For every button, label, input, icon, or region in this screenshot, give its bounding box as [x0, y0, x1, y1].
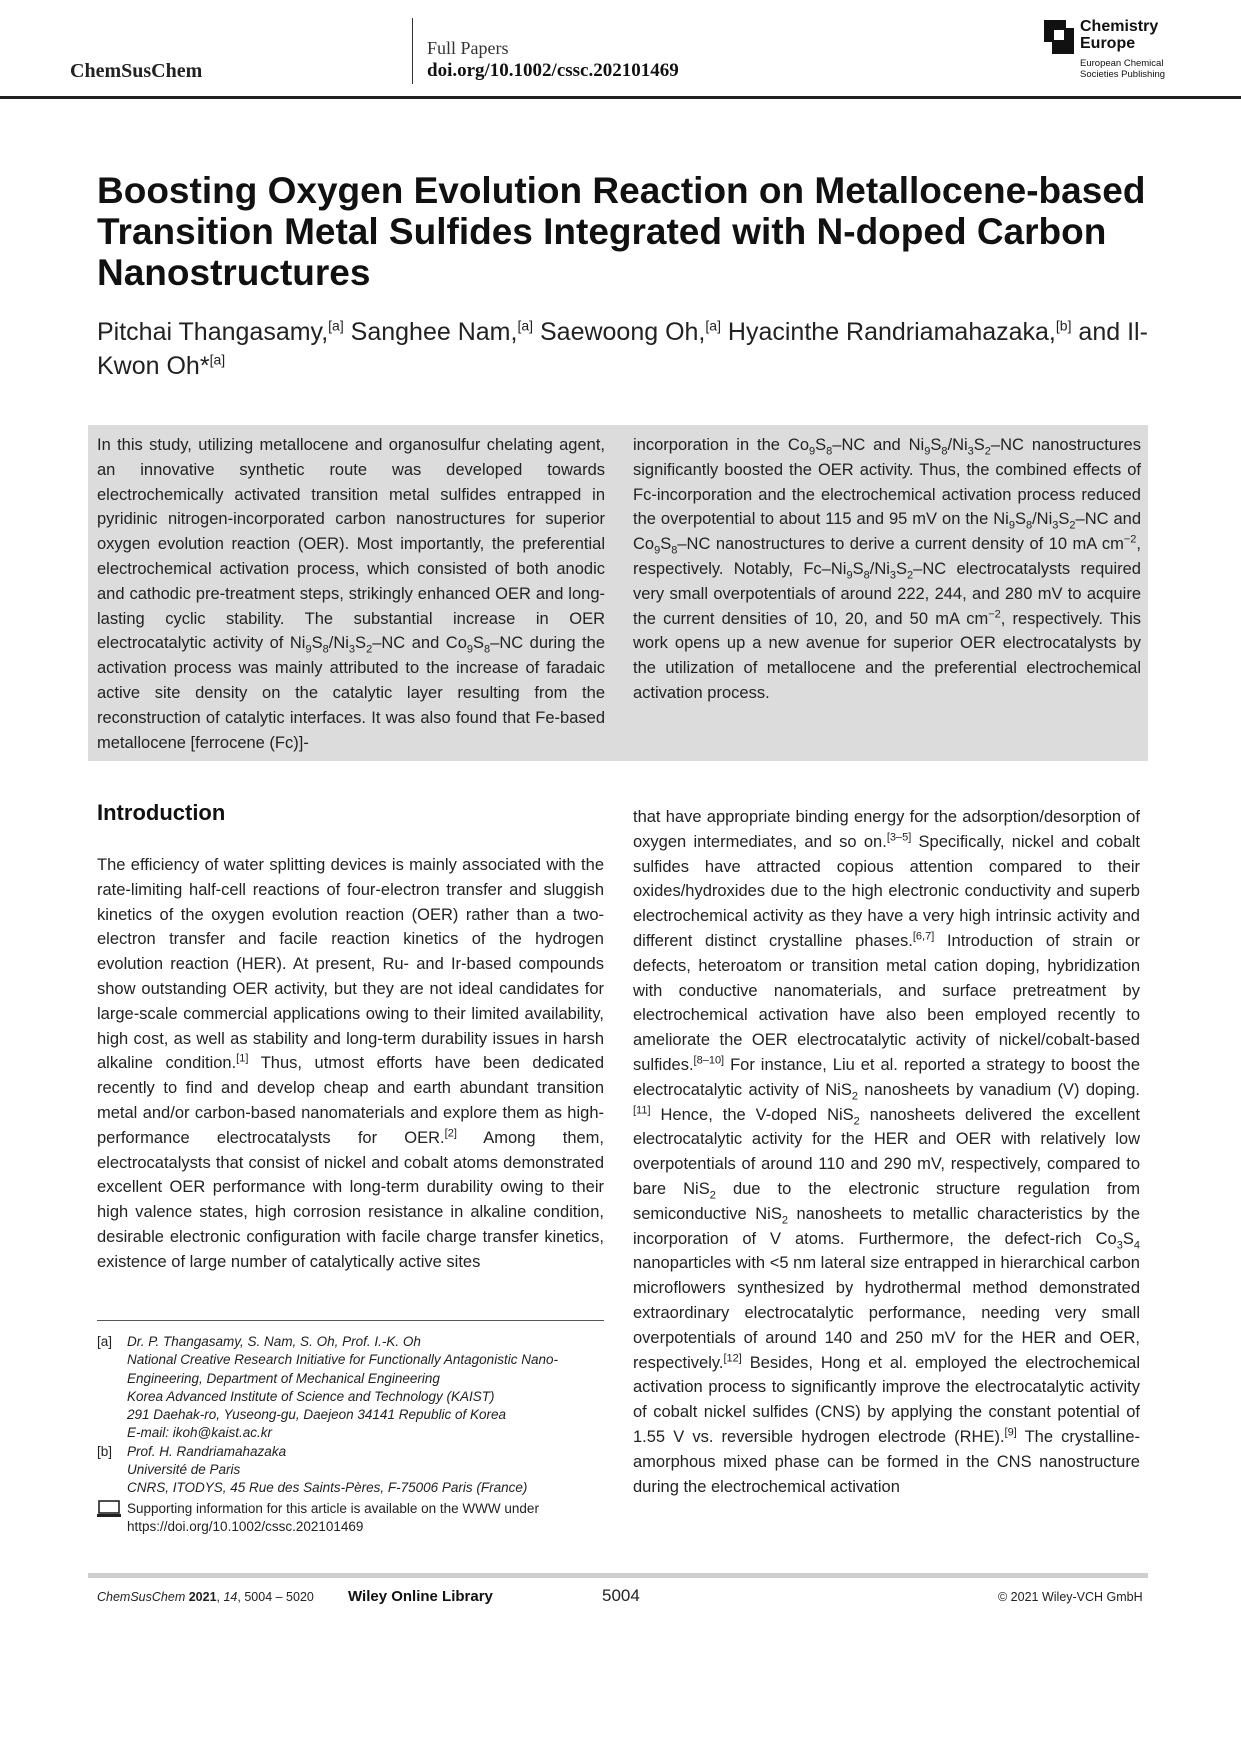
affiliation-line: 291 Daehak-ro, Yuseong-gu, Daejeon 34141 Republic of Korea	[127, 1407, 507, 1423]
footnote-rule	[97, 1320, 604, 1321]
citation[interactable]: [6,7]	[912, 930, 935, 943]
footer-year: 2021	[188, 1590, 217, 1604]
citation[interactable]: [9]	[1004, 1426, 1017, 1439]
email-link[interactable]: E-mail: ikoh@kaist.ac.kr	[127, 1425, 272, 1441]
affiliation-footnotes	[97, 1333, 607, 1536]
affiliation-label: [b]	[97, 1443, 113, 1459]
author: Hyacinthe Randriamahazaka,[b]	[727, 317, 1072, 346]
author: Il-Kwon Oh*[a]	[97, 318, 1148, 380]
section-heading-introduction: Introduction	[97, 800, 226, 825]
author-list	[97, 315, 1157, 383]
footer-pages: 5004 – 5020	[244, 1590, 314, 1604]
abstract-left-column: In this study, utilizing metallocene and organosulfur chelating agent, an innovative synthetic route was developed towards electrochemically activated transition metal sulfides entrapped in pyridinic nitrogen-incorporated carbon nanostructures for superior oxygen evolution reaction (OER). Most importantly, the preferential electrochemical activation process, which consisted of both anodic and cathodic pre-treatment steps, strikingly enhanced OER and long-lasting cyclic stability. The substantial increase in OER electrocatalytic activity of $Ni_9S_8/Ni_3S_2-NC$ and $Co_9S_8-NC$ during the activation process was mainly attributed to the increase of faradaic active site density on the catalytic layer resulting from the reconstruction of catalytic interfaces. It was also found that Fe-based metallocene [ferrocene (Fc)]-	[97, 436, 605, 752]
abstract-right-column: incorporation in the $Co_9S_8-NC$ and $Ni_9S_8/Ni_3S_2-NC$ nanostructures significantly boosted the OER activity. Thus, the combined effects of Fc-incorporation and the electrochemical activation process reduced the overpotential to about 115 and 95 mV on the $Ni_9S_8/Ni_3S_2-NC$ and $Co_9S_8-NC$ nanostructures to derive a current density of 10 mA $cm^{-2}$, respectively. Notably, $Fc-Ni_9S_8/Ni_3S_2-NC$ electrocatalysts required very small overpotentials of around 222, 244, and 280 mV to acquire the current densities of 10, 20, and 50 mA $cm^{-2}$, respectively. This work opens up a new avenue for superior OER electrocatalysts by the utilization of metallocene and the preferential electrochemical activation process.	[633, 436, 1142, 702]
affiliation-line: CNRS, ITODYS, 45 Rue des Saints-Pères, F-75006 Paris (France)	[127, 1480, 528, 1496]
supporting-info-note	[97, 1500, 607, 1537]
copyright: © 2021 Wiley-VCH GmbH	[998, 1590, 1143, 1604]
author: Saewoong Oh,[a]	[539, 317, 721, 346]
author: Pitchai Thangasamy,[a]	[97, 317, 344, 346]
footer-volume: 14	[223, 1590, 238, 1604]
affiliation-line: National Creative Research Initiative for Functionally Antagonistic Nano-Engineering, Department of Mechanical Engineering	[127, 1352, 558, 1386]
article-type: Full Papers	[427, 38, 509, 58]
affiliation-line: Université de Paris	[127, 1462, 241, 1478]
journal-name: ChemSusChem	[70, 60, 203, 82]
intro-left-column: The efficiency of water splitting devices is mainly associated with the rate-limiting half-cell reactions of four-electron transfer and sluggish kinetics of the oxygen evolution reaction (OER) rather than a two-electron transfer and facile reaction kinetics of the hydrogen evolution reaction (HER). At present, Ru- and Ir-based compounds show outstanding OER activity, but they are not ideal candidates for large-scale commercial applications owing to their limited availability, high cost, as well as stability and long-term durability issues in harsh alkaline condition.[1] Thus, utmost efforts have been dedicated recently to find and develop cheap and earth abundant transition metal and/or carbon-based nanomaterials and explore them as high-performance electrocatalysts for OER.[2] Among them, electrocatalysts that consist of nickel and cobalt atoms demonstrated excellent OER performance with long-term durability owing to their high valence states, high corrosion resistance in alkaline condition, desirable electronic configuration with facile charge transfer kinetics, existence of large number of catalytically active sites	[97, 856, 605, 1271]
affiliation-line: Prof. H. Randriamahazaka	[127, 1443, 287, 1459]
citation[interactable]: [8–10]	[693, 1054, 725, 1067]
publisher-name-line1: Chemistry	[1080, 18, 1159, 35]
citation[interactable]: [1]	[236, 1052, 249, 1065]
header-rule	[0, 96, 1241, 99]
page-number: 5004	[602, 1586, 640, 1605]
intro-right-column: that have appropriate binding energy for the adsorption/desorption of oxygen intermediates, and so on.[3–5] Specifically, nickel and cobalt sulfides have attracted copious attention compared to their oxides/hydroxides due to the high electronic conductivity and superb electrochemical activity as they have a very high intrinsic activity and different distinct crystalline phases.[6,7] Introduction of strain or defects, heteroatom or transition metal cation doping, hybridization with conductive nanomaterials, and surface pretreatment by electrochemical activation have also been employed recently to ameliorate the OER electrocatalytic activity of nickel/cobalt-based sulfides.[8–10] For instance, Liu et al. reported a strategy to boost the electrocatalytic activity of NiS$_2$ nanosheets by vanadium (V) doping.[11] Hence, the V-doped NiS$_2$ nanosheets delivered the excellent electrocatalytic activity for the HER and OER with relatively low overpotentials of around 110 and 290 mV, respectively, compared to bare NiS$_2$ due to the electronic structure regulation from semiconductive NiS$_2$ nanosheets to metallic characteristics by the incorporation of V atoms. Furthermore, the defect-rich $Co_3S_4$ nanoparticles with <5 nm lateral size entrapped in hierarchical carbon microflowers synthesized by hydrothermal method demonstrated extraordinary electrocatalytic performance, needing very small overpotentials of around 140 and 250 mV for the HER and OER, respectively.[12] Besides, Hong et al. employed the electrochemical activation process to significantly improve the electrocatalytic activity of cobalt nickel sulfides (CNS) by applying the constant potential of 1.55 V vs. reversible hydrogen electrode (RHE).[9] The crystalline-amorphous mixed phase can be formed in the CNS nanostructure during the electrochemical activation	[633, 808, 1141, 1496]
publisher-sub-line1: European Chemical	[1080, 58, 1164, 69]
affiliation-b	[97, 1443, 607, 1498]
doi-link[interactable]: doi.org/10.1002/cssc.202101469	[427, 60, 679, 81]
publisher-subtitle	[1080, 58, 1165, 80]
footer-rule	[88, 1573, 1148, 1578]
affiliation-line: Dr. P. Thangasamy, S. Nam, S. Oh, Prof. I.-K. Oh	[127, 1334, 421, 1349]
abstract-box	[88, 425, 1148, 761]
affiliation-a	[97, 1333, 607, 1443]
footer-journal: ChemSusChem	[97, 1590, 186, 1604]
footer-citation: ChemSusChem 2021, 14, 5004 – 5020	[97, 1590, 314, 1604]
citation[interactable]: [3–5]	[886, 831, 912, 844]
publisher-sub-line2: Societies Publishing	[1080, 69, 1166, 80]
computer-icon	[97, 1500, 123, 1518]
chemistry-europe-logo-icon	[1044, 20, 1074, 54]
publisher-logo	[1044, 18, 1219, 80]
publisher-name-line2: Europe	[1080, 35, 1136, 52]
publisher-name	[1080, 18, 1158, 52]
supporting-info-text[interactable]: Supporting information for this article is available on the WWW under https://doi.org/10.1002/cssc.202101469	[127, 1500, 539, 1534]
affiliation-line: Korea Advanced Institute of Science and Technology (KAIST)	[127, 1388, 495, 1404]
author-conjunction: and	[1078, 318, 1121, 346]
author: Sanghee Nam,[a]	[350, 317, 534, 346]
affiliation-label: [a]	[97, 1334, 113, 1349]
wiley-online-library-link[interactable]: Wiley Online Library	[348, 1588, 493, 1605]
article-title: Boosting Oxygen Evolution Reaction on Metallocene-based Transition Metal Sulfides Integrated with N-doped Carbon Nanostructures	[97, 170, 1146, 293]
citation[interactable]: [2]	[444, 1127, 457, 1140]
citation[interactable]: [12]	[723, 1352, 742, 1365]
citation[interactable]: [11]	[633, 1104, 651, 1117]
header-divider	[412, 18, 413, 84]
